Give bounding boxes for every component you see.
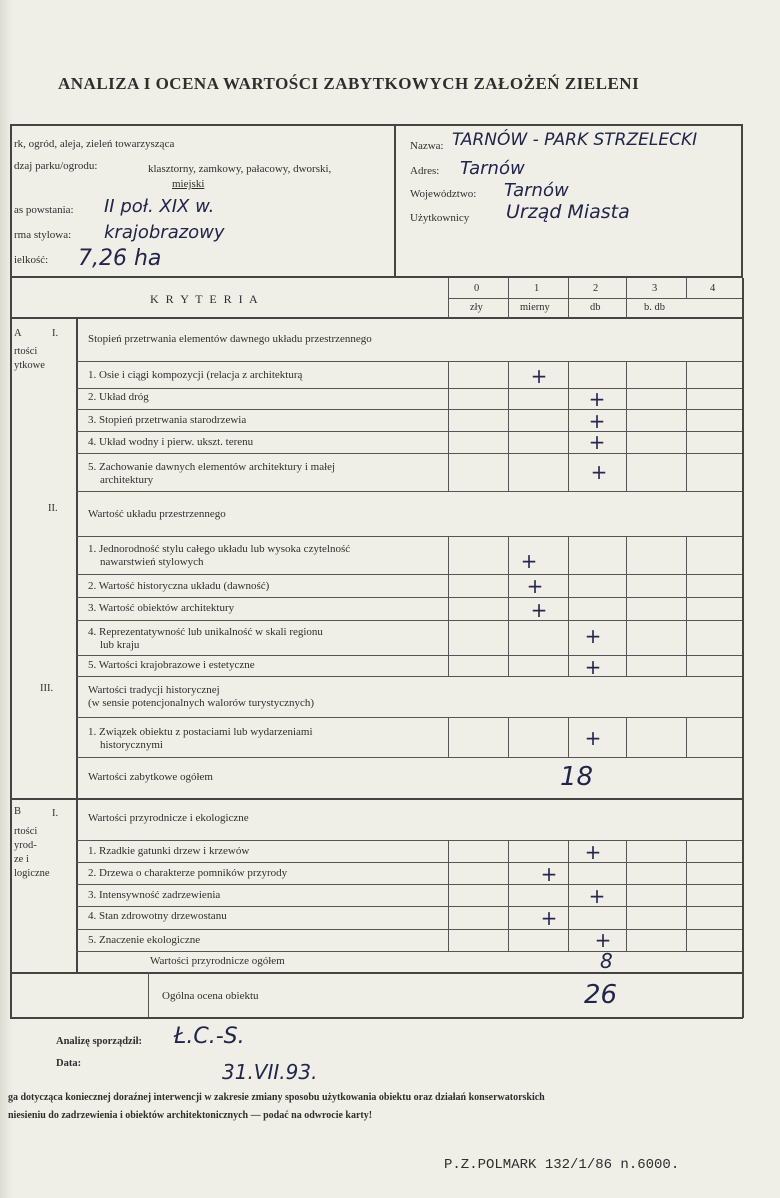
- criterion-a2-4-cont: lub kraju: [100, 639, 140, 651]
- size-value: 7,26 ha: [78, 246, 162, 271]
- print-code: P.Z.POLMARK 132/1/86 n.6000.: [444, 1157, 680, 1173]
- criterion-a1-2: 2. Układ dróg: [88, 391, 149, 403]
- criterion-a1-5-cont: architektury: [100, 474, 154, 486]
- criterion-b-2: 2. Drzewa o charakterze pomników przyrody: [88, 867, 288, 879]
- section-a-roman-2: II.: [48, 503, 58, 514]
- criterion-b-3: 3. Intensywność zadrzewienia: [88, 889, 221, 901]
- criterion-a1-5: 5. Zachowanie dawnych elementów architektury i małej: [88, 461, 336, 473]
- section-b-letter: B: [14, 806, 22, 817]
- score-0: 0: [474, 283, 480, 294]
- date-footer-label: Data:: [56, 1058, 82, 1069]
- section-b-side-3: ze i: [14, 854, 29, 865]
- total-b-value: 8: [600, 949, 613, 973]
- criterion-a2-1-cont: nawarstwień stylowych: [100, 556, 204, 568]
- total-a-value: 18: [560, 762, 594, 792]
- score-label-3: b. db: [644, 302, 665, 313]
- park-type-label: dzaj parku/ogrodu:: [14, 160, 98, 172]
- score-mark: +: [520, 549, 538, 573]
- users-label: Użytkownicy: [410, 212, 470, 224]
- score-mark: +: [530, 364, 548, 388]
- address-label: Adres:: [410, 165, 440, 177]
- criterion-b-5: 5. Znaczenie ekologiczne: [88, 934, 201, 946]
- criterion-a2-4: 4. Reprezentatywność lub unikalność w skali regionu: [88, 626, 323, 638]
- score-mark: +: [530, 598, 548, 622]
- score-mark: +: [594, 928, 612, 952]
- voivodeship-value: Tarnów: [504, 180, 569, 201]
- section-b-side-2: yrod-: [14, 840, 37, 851]
- size-label: ielkość:: [14, 254, 49, 266]
- score-mark: +: [588, 387, 606, 411]
- park-type-options: klasztorny, zamkowy, pałacowy, dworski,: [148, 163, 332, 175]
- score-mark: +: [526, 574, 544, 598]
- date-footer-value: 31.VII.93.: [222, 1060, 318, 1084]
- score-label-2: db: [590, 302, 601, 313]
- name-value: TARNÓW - PARK STRZELECKI: [452, 130, 698, 150]
- criteria-header-label: K R Y T E R I A: [150, 292, 260, 306]
- group-b-title: Wartości przyrodnicze i ekologiczne: [88, 812, 249, 824]
- criterion-a3-1-cont: historycznymi: [100, 739, 163, 751]
- criterion-b-1: 1. Rzadkie gatunki drzew i krzewów: [88, 845, 250, 857]
- section-a-side-1: rtości: [14, 346, 38, 357]
- section-b-side-1: rtości: [14, 826, 38, 837]
- style-label: rma stylowa:: [14, 229, 72, 241]
- score-label-0: zły: [470, 302, 483, 313]
- score-mark: +: [584, 624, 602, 648]
- criterion-b-4: 4. Stan zdrowotny drzewostanu: [88, 910, 227, 922]
- score-label-1: mierny: [520, 302, 550, 313]
- section-a-letter: A: [14, 328, 22, 339]
- object-type-line: rk, ogród, aleja, zieleń towarzysząca: [14, 138, 175, 150]
- date-value: II poł. XIX w.: [104, 196, 215, 217]
- group-3-title: Wartości tradycji historycznej: [88, 684, 220, 696]
- criterion-a2-5: 5. Wartości krajobrazowe i estetyczne: [88, 659, 255, 671]
- note-line-2: niesieniu do zadrzewienia i obiektów architektonicznych — podać na odwrocie karty!: [8, 1110, 373, 1121]
- criterion-a3-1: 1. Związek obiektu z postaciami lub wydarzeniami: [88, 726, 313, 738]
- park-type-options-2: miejski: [172, 178, 205, 190]
- voivodeship-label: Województwo:: [410, 188, 477, 200]
- score-1: 1: [534, 283, 540, 294]
- name-label: Nazwa:: [410, 140, 444, 152]
- score-mark: +: [588, 884, 606, 908]
- criterion-a1-4: 4. Układ wodny i pierw. ukszt. terenu: [88, 436, 254, 448]
- score-4: 4: [710, 283, 716, 294]
- score-mark: +: [584, 840, 602, 864]
- score-mark: +: [590, 460, 608, 484]
- overall-value: 26: [584, 980, 618, 1010]
- score-3: 3: [652, 283, 658, 294]
- criterion-a2-2: 2. Wartość historyczna układu (dawność): [88, 580, 270, 592]
- analysis-by-value: Ł.C.-S.: [174, 1024, 245, 1049]
- analysis-by-label: Analizę sporządził:: [56, 1036, 143, 1047]
- header-divider: [394, 124, 396, 278]
- section-b-roman-1: I.: [52, 808, 59, 819]
- score-mark: +: [588, 409, 606, 433]
- score-mark: +: [540, 862, 558, 886]
- score-2: 2: [593, 283, 599, 294]
- score-mark: +: [584, 726, 602, 750]
- group-1-title: Stopień przetrwania elementów dawnego układu przestrzennego: [88, 333, 372, 345]
- criterion-a2-3: 3. Wartość obiektów architektury: [88, 602, 235, 614]
- score-mark: +: [584, 655, 602, 679]
- section-a-roman-3: III.: [40, 683, 54, 694]
- date-label: as powstania:: [14, 204, 74, 216]
- criterion-a1-1: 1. Osie i ciągi kompozycji (relacja z architekturą: [88, 369, 303, 381]
- group-3-subtitle: (w sensie potencjonalnych walorów turystycznych): [88, 697, 315, 709]
- criterion-a1-3: 3. Stopień przetrwania starodrzewia: [88, 414, 247, 426]
- note-line-1: ga dotycząca koniecznej doraźnej interwencji w zakresie zmiany sposobu użytkowania obiektu oraz działań konserwatorskich: [8, 1092, 545, 1103]
- section-a-roman-1: I.: [52, 328, 59, 339]
- section-b-side-4: logiczne: [14, 868, 50, 879]
- section-a-side-2: ytkowe: [14, 360, 45, 371]
- score-mark: +: [540, 906, 558, 930]
- group-2-title: Wartość układu przestrzennego: [88, 508, 226, 520]
- score-mark: +: [588, 430, 606, 454]
- total-a-label: Wartości zabytkowe ogółem: [88, 771, 213, 783]
- criterion-a2-1: 1. Jednorodność stylu całego układu lub wysoka czytelność: [88, 543, 351, 555]
- overall-label: Ogólna ocena obiektu: [162, 990, 259, 1002]
- page-title: ANALIZA I OCENA WARTOŚCI ZABYTKOWYCH ZAŁOŻEŃ ZIELENI: [58, 74, 640, 93]
- address-value: Tarnów: [460, 158, 525, 179]
- users-value: Urząd Miasta: [506, 201, 630, 223]
- style-value: krajobrazowy: [104, 222, 225, 243]
- total-b-label: Wartości przyrodnicze ogółem: [150, 955, 285, 967]
